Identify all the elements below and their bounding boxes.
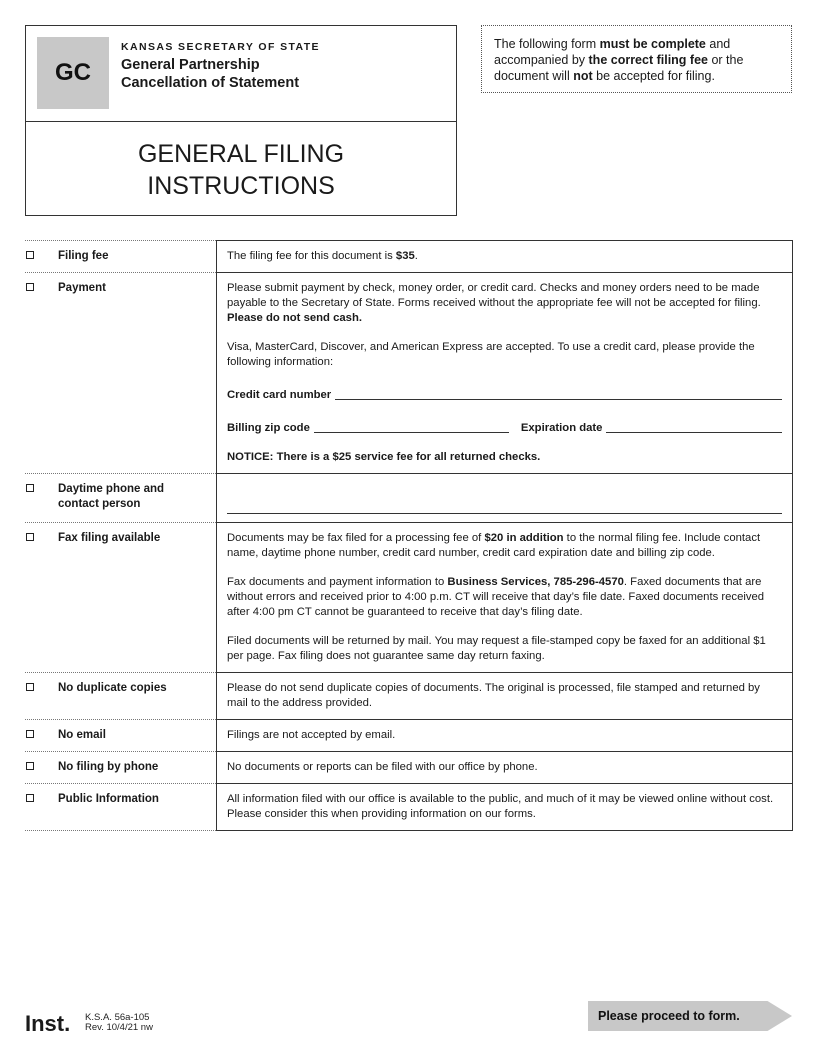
row-content [216,240,793,272]
page-title-line1: GENERAL FILING [137,140,345,168]
proceed-label: Please proceed to form. [598,1009,740,1023]
row-no-email [25,719,793,751]
checkbox-no-email[interactable] [26,730,34,738]
credit-card-paragraph: Visa, MasterCard, Discover, and American Express are accepted. To use a credit card, please provide the following information: [227,341,755,368]
row-label-line1: Daytime phone and [58,483,165,495]
checkbox-filing-fee[interactable] [26,251,34,259]
row-content [216,522,793,672]
page-title-line2: INSTRUCTIONS [147,172,335,200]
header-top [26,26,456,122]
notice-bold: the correct filing fee [588,53,708,67]
row-label: No duplicate copies [58,682,167,694]
row-label: Fax filing available [58,532,161,544]
row-label: Payment [58,282,106,294]
expiration-date-field[interactable] [606,423,782,433]
fax-text: to the normal filing fee. Include contact name, daytime phone number, credit card number, credit card expiration date and billing zip code. [227,532,761,559]
fax-paragraph-2 [227,575,782,620]
fee-text-end: . [414,250,418,262]
completion-notice [481,25,792,93]
form-title [121,56,299,92]
inst-label: Inst. [25,1011,71,1036]
row-phone-contact [25,473,793,522]
statute-reference [85,1013,153,1033]
no-cash-notice: Please do not send cash. [227,312,362,324]
row-payment [25,272,793,473]
credit-card-label: Credit card number [227,389,332,401]
proceed-to-form-button[interactable] [588,1001,792,1031]
row-content [216,272,793,473]
fax-text: . Faxed documents that are without errors and received prior to 4:00 p.m. CT will receive that day’s file date. Faxed documents received after 4:00 pm CT cannot be guaranteed to receive that day’s filing date. [227,576,765,618]
notice-text: be accepted for filing. [592,69,715,83]
row-label: No filing by phone [58,761,159,773]
row-no-duplicate [25,672,793,719]
notice-text: or the document will [494,53,744,83]
expiration-date-label: Expiration date [520,422,603,434]
row-content: No documents or reports can be filed with our office by phone. [216,751,793,783]
phone-contact-field[interactable] [227,494,782,514]
row-content: Please do not send duplicate copies of documents. The original is processed, file stamped and returned by mail to the address provided. [216,672,793,719]
payment-text: Please submit payment by check, money order, or credit card. Checks and money orders need to be made payable to the Secretary of State. Forms received without the appropriate fee will not be accepted for filing. [227,282,761,309]
fax-paragraph-1 [227,531,782,561]
form-code-badge: GC [37,37,109,109]
checkbox-phone-contact[interactable] [26,484,34,492]
notice-bold: must be complete [599,37,706,51]
fax-text: Documents may be fax filed for a processing fee of [227,532,485,544]
notice-text: The following form [494,37,600,51]
returned-check-notice: NOTICE: There is a $25 service fee for all returned checks. [227,451,541,463]
row-public-information [25,783,793,831]
checkbox-public-information[interactable] [26,794,34,802]
credit-card-number-field[interactable] [335,390,782,400]
checkbox-fax-filing[interactable] [26,533,34,541]
row-label-line2: contact person [58,498,141,510]
row-content [216,473,793,522]
billing-zip-label: Billing zip code [227,422,310,434]
notice-bold: not [573,69,593,83]
fax-fee: $20 in addition [484,532,564,544]
zip-expiration-row [227,421,782,436]
row-content: All information filed with our office is available to the public, and much of it may be viewed online without cost. Please consider this when providing information on our forms. [216,783,793,831]
notice-text: and accompanied by [494,37,731,67]
instructions-table [25,240,793,831]
row-fax-filing [25,522,793,672]
form-title-line2: Cancellation of Statement [121,75,300,91]
checkbox-payment[interactable] [26,283,34,291]
billing-zip-field[interactable] [314,423,509,433]
row-label [58,482,216,512]
form-header [25,25,457,216]
fax-number: Business Services, 785-296-4570 [447,576,624,588]
agency-name: KANSAS SECRETARY OF STATE [121,41,320,53]
fee-text: The filing fee for this document is [227,250,396,262]
row-no-phone-filing [25,751,793,783]
row-filing-fee [25,240,793,272]
form-title-line1: General Partnership [121,57,260,73]
fax-text: Fax documents and payment information to [227,576,448,588]
row-label: Public Information [58,793,159,805]
credit-card-row [227,388,782,403]
revision-date: Rev. 10/4/21 nw [85,1022,153,1033]
ksa-citation: K.S.A. 56a-105 [85,1012,150,1023]
fee-amount: $35 [395,250,415,262]
payment-paragraph [227,281,782,326]
fax-paragraph-3: Filed documents will be returned by mail. You may request a file-stamped copy be faxed for an additional $1 per page. Fax filing does not guarantee same day return faxing. [227,635,766,662]
row-label: Filing fee [58,250,109,262]
checkbox-no-duplicate[interactable] [26,683,34,691]
page-title [26,138,456,202]
row-label: No email [58,729,106,741]
checkbox-no-phone-filing[interactable] [26,762,34,770]
row-content: Filings are not accepted by email. [216,719,793,751]
